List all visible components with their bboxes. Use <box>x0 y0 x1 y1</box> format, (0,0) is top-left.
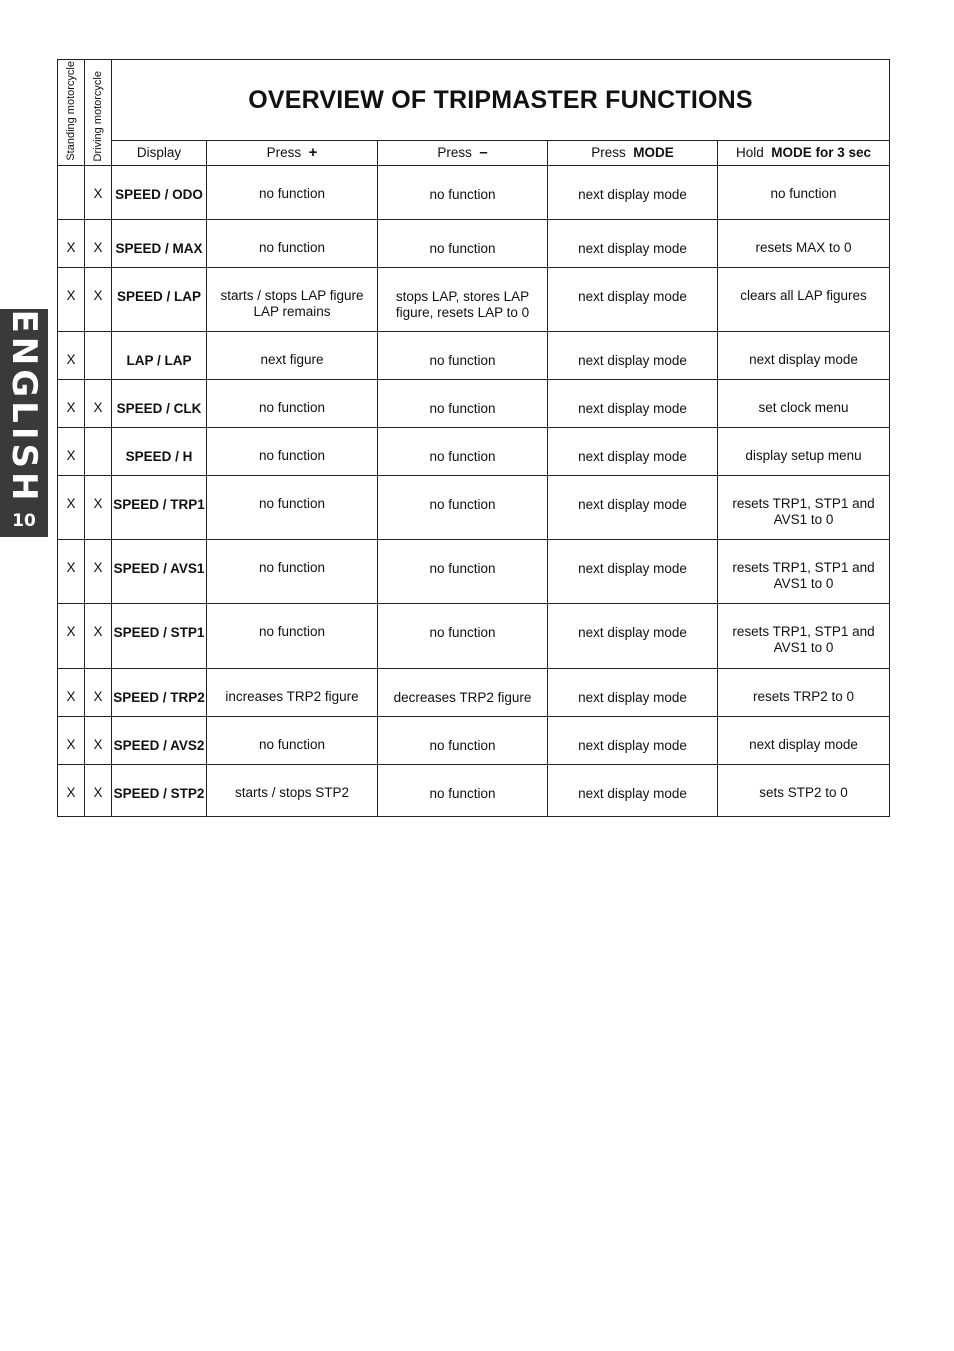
driving-motorcycle-header: Driving motorcycle <box>85 60 112 166</box>
hold-mode-cell: resets TRP2 to 0 <box>718 669 890 717</box>
press-plus-cell: no function <box>207 380 378 428</box>
hold-mode-cell: next display mode <box>718 332 890 380</box>
driving-cell: X <box>85 540 112 604</box>
standing-cell: X <box>58 268 85 332</box>
driving-cell: X <box>85 476 112 540</box>
standing-cell: X <box>58 220 85 268</box>
hold-mode-cell: set clock menu <box>718 380 890 428</box>
table-row <box>58 717 890 765</box>
table-row <box>58 380 890 428</box>
press-minus-cell: no function <box>378 765 548 817</box>
tripmaster-functions-table <box>57 59 890 817</box>
press-plus-column-header: Press + <box>207 141 378 166</box>
table-row <box>58 220 890 268</box>
standing-cell: X <box>58 428 85 476</box>
display-mode-cell: SPEED / AVS1 <box>112 540 207 604</box>
standing-cell: X <box>58 476 85 540</box>
standing-cell: X <box>58 332 85 380</box>
minus-icon: – <box>479 144 488 161</box>
press-minus-cell: no function <box>378 166 548 220</box>
display-mode-cell: SPEED / AVS2 <box>112 717 207 765</box>
press-plus-cell: no function <box>207 166 378 220</box>
press-plus-cell: no function <box>207 717 378 765</box>
page-number: 10 <box>12 511 36 531</box>
press-plus-cell: no function <box>207 540 378 604</box>
title-row <box>58 60 890 141</box>
press-mode-cell: next display mode <box>548 476 718 540</box>
press-mode-cell: next display mode <box>548 540 718 604</box>
driving-cell <box>85 428 112 476</box>
display-mode-cell: SPEED / STP1 <box>112 604 207 669</box>
press-plus-cell: no function <box>207 428 378 476</box>
hold-mode-cell: resets TRP1, STP1 and AVS1 to 0 <box>718 476 890 540</box>
language-label: ENGLISH <box>4 309 44 505</box>
press-minus-cell: no function <box>378 604 548 669</box>
hold-mode-key-label: MODE for 3 sec <box>771 145 872 160</box>
press-minus-cell: decreases TRP2 figure <box>378 669 548 717</box>
display-mode-cell: SPEED / TRP1 <box>112 476 207 540</box>
press-minus-cell: no function <box>378 220 548 268</box>
press-mode-cell: next display mode <box>548 669 718 717</box>
table-row <box>58 669 890 717</box>
hold-mode-cell: display setup menu <box>718 428 890 476</box>
display-mode-cell: SPEED / MAX <box>112 220 207 268</box>
display-column-header: Display <box>112 141 207 166</box>
press-plus-cell: no function <box>207 476 378 540</box>
standing-cell: X <box>58 380 85 428</box>
standing-cell <box>58 166 85 220</box>
table-row <box>58 428 890 476</box>
display-mode-cell: SPEED / STP2 <box>112 765 207 817</box>
display-mode-cell: SPEED / ODO <box>112 166 207 220</box>
table-row <box>58 604 890 669</box>
hold-mode-cell: clears all LAP figures <box>718 268 890 332</box>
hold-mode-cell: resets MAX to 0 <box>718 220 890 268</box>
display-mode-cell: SPEED / CLK <box>112 380 207 428</box>
press-mode-cell: next display mode <box>548 220 718 268</box>
mode-key-label: MODE <box>633 145 674 160</box>
table-row <box>58 166 890 220</box>
page-title: OVERVIEW OF TRIPMASTER FUNCTIONS <box>112 60 890 141</box>
press-plus-cell: no function <box>207 220 378 268</box>
hold-mode-cell: sets STP2 to 0 <box>718 765 890 817</box>
press-mode-cell: next display mode <box>548 428 718 476</box>
press-minus-cell: stops LAP, stores LAP figure, resets LAP to 0 <box>378 268 548 332</box>
standing-cell: X <box>58 717 85 765</box>
driving-cell: X <box>85 765 112 817</box>
table-row <box>58 332 890 380</box>
hold-mode-cell: no function <box>718 166 890 220</box>
column-header-row <box>58 141 890 166</box>
hold-mode-cell: resets TRP1, STP1 and AVS1 to 0 <box>718 540 890 604</box>
driving-cell: X <box>85 380 112 428</box>
press-plus-cell: no function <box>207 604 378 669</box>
press-plus-cell: next figure <box>207 332 378 380</box>
press-plus-cell: starts / stops LAP figure LAP remains <box>207 268 378 332</box>
display-mode-cell: SPEED / TRP2 <box>112 669 207 717</box>
press-plus-cell: increases TRP2 figure <box>207 669 378 717</box>
table-row <box>58 765 890 817</box>
display-mode-cell: LAP / LAP <box>112 332 207 380</box>
driving-cell: X <box>85 669 112 717</box>
plus-icon: + <box>308 144 318 161</box>
hold-mode-cell: next display mode <box>718 717 890 765</box>
driving-cell: X <box>85 166 112 220</box>
hold-mode-column-header: Hold MODE for 3 sec <box>718 141 890 166</box>
press-mode-cell: next display mode <box>548 604 718 669</box>
press-minus-cell: no function <box>378 476 548 540</box>
press-mode-column-header: Press MODE <box>548 141 718 166</box>
display-mode-cell: SPEED / LAP <box>112 268 207 332</box>
driving-cell <box>85 332 112 380</box>
hold-mode-cell: resets TRP1, STP1 and AVS1 to 0 <box>718 604 890 669</box>
press-mode-cell: next display mode <box>548 765 718 817</box>
language-side-tab <box>0 309 48 537</box>
function-rows <box>58 166 890 817</box>
driving-cell: X <box>85 268 112 332</box>
press-mode-cell: next display mode <box>548 332 718 380</box>
table-row <box>58 268 890 332</box>
press-mode-cell: next display mode <box>548 717 718 765</box>
table-row <box>58 476 890 540</box>
standing-cell: X <box>58 765 85 817</box>
standing-cell: X <box>58 669 85 717</box>
driving-cell: X <box>85 604 112 669</box>
press-minus-cell: no function <box>378 332 548 380</box>
press-mode-cell: next display mode <box>548 380 718 428</box>
driving-cell: X <box>85 717 112 765</box>
press-minus-column-header: Press – <box>378 141 548 166</box>
driving-cell: X <box>85 220 112 268</box>
press-minus-cell: no function <box>378 428 548 476</box>
display-mode-cell: SPEED / H <box>112 428 207 476</box>
press-plus-cell: starts / stops STP2 <box>207 765 378 817</box>
standing-motorcycle-header: Standing motorcycle <box>58 60 85 166</box>
press-mode-cell: next display mode <box>548 166 718 220</box>
press-minus-cell: no function <box>378 380 548 428</box>
press-minus-cell: no function <box>378 717 548 765</box>
press-minus-cell: no function <box>378 540 548 604</box>
press-mode-cell: next display mode <box>548 268 718 332</box>
standing-cell: X <box>58 604 85 669</box>
table-row <box>58 540 890 604</box>
standing-cell: X <box>58 540 85 604</box>
